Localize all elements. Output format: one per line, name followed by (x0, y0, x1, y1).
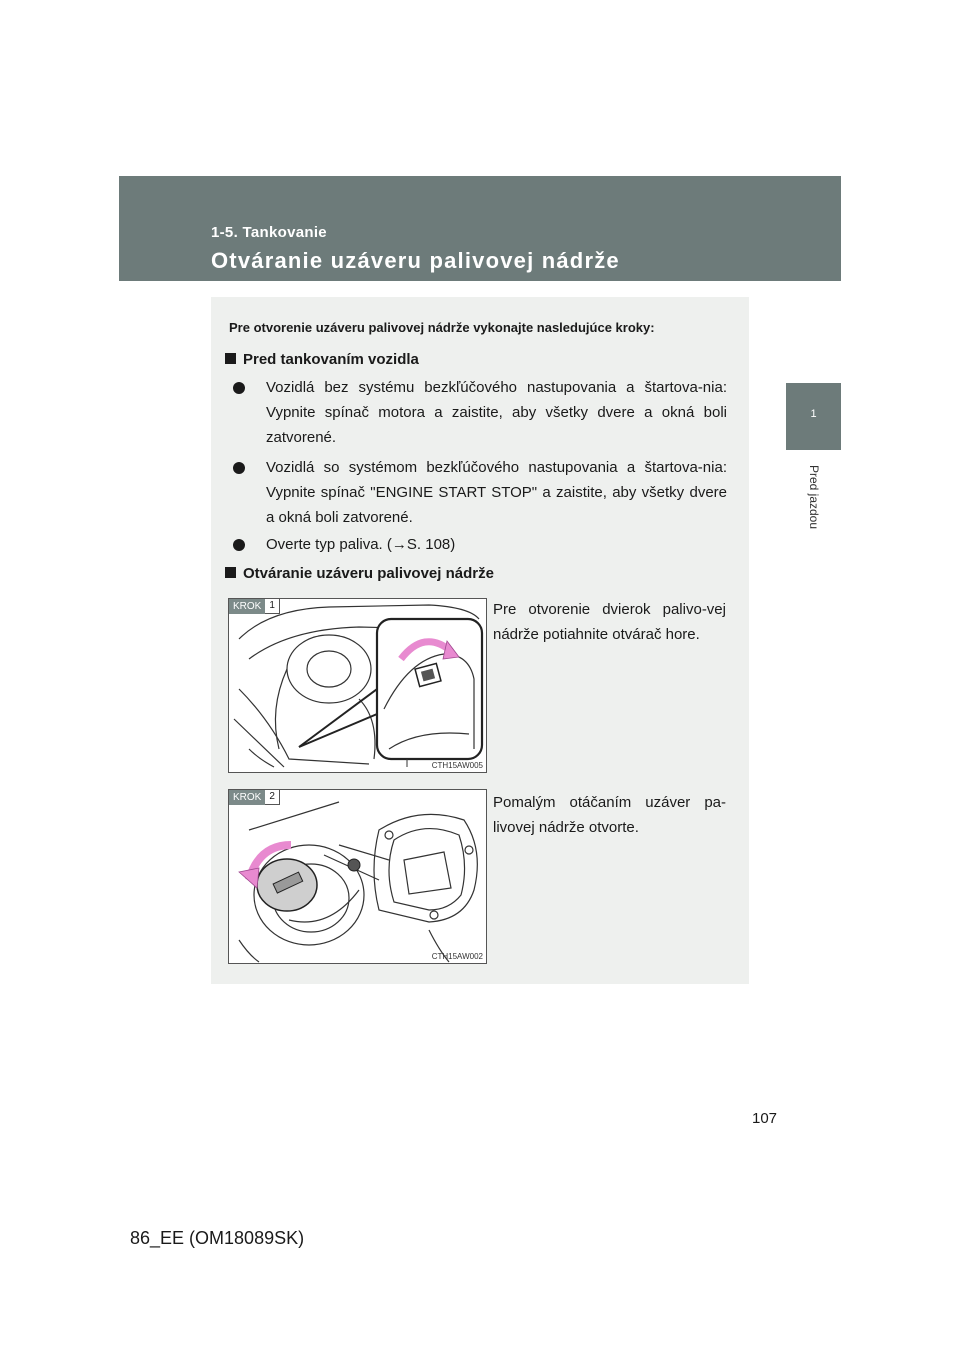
bullet-text: Vozidlá bez systému bezkľúčového nastupovania a štartova-nia: Vypnite spínač motora a zaistite, aby všetky dvere a okná boli zatvorené. (266, 379, 727, 446)
intro-text: Pre otvorenie uzáveru palivovej nádrže vykonajte nasledujúce kroky: (229, 320, 655, 335)
chapter-side-tab (786, 383, 841, 450)
figure-code: CTH15AW002 (431, 952, 483, 961)
subheading-text: Pred tankovaním vozidla (243, 351, 419, 368)
step-label-text: KROK (229, 599, 265, 614)
square-bullet-icon (225, 567, 236, 578)
step-label-2 (229, 790, 280, 805)
bullet-text: Vozidlá so systémom bezkľúčového nastupovania a štartova-nia: Vypnite spínač "ENGINE START STOP" a zaistite, aby všetky dvere a okná boli zatvorené. (266, 459, 727, 526)
square-bullet-icon (225, 353, 236, 364)
bullet-text: Overte typ paliva. (→S. 108) (266, 536, 456, 553)
bullet-dot-icon (233, 382, 245, 394)
page-number: 107 (752, 1110, 778, 1127)
figure-code: CTH15AW005 (431, 761, 483, 770)
figure-step-1 (228, 598, 487, 773)
chapter-number: 1 (810, 408, 817, 420)
step-label-1 (229, 599, 280, 614)
bullet-dot-icon (233, 462, 245, 474)
fuel-cap-illustration (229, 790, 486, 963)
bullet-dot-icon (233, 539, 245, 551)
subheading-text: Otváranie uzáveru palivovej nádrže (243, 565, 494, 582)
step-label-number: 2 (265, 790, 280, 805)
bullet-item (233, 375, 727, 450)
chapter-label-text: Pred jazdou (806, 464, 821, 530)
figure-step-2 (228, 789, 487, 964)
bullet-item (233, 455, 727, 530)
fuel-door-opener-illustration (229, 599, 486, 772)
section-label: 1-5. Tankovanie (211, 224, 327, 241)
step-1-text: Pre otvorenie dvierok palivo-vej nádrže potiahnite otvárač hore. (493, 601, 726, 643)
chapter-side-label (786, 450, 841, 550)
chapter-header (119, 176, 841, 281)
page-title: Otváranie uzáveru palivovej nádrže (211, 248, 620, 273)
subheading-opening-cap (225, 565, 494, 582)
subheading-before-refuel (225, 351, 419, 368)
step-2-text: Pomalým otáčaním uzáver pa-livovej nádrže otvorte. (493, 794, 726, 836)
manual-code: 86_EE (OM18089SK) (130, 1228, 305, 1248)
step-label-text: KROK (229, 790, 265, 805)
bullet-item (233, 532, 727, 557)
content-box (211, 297, 749, 984)
step-label-number: 1 (265, 599, 280, 614)
